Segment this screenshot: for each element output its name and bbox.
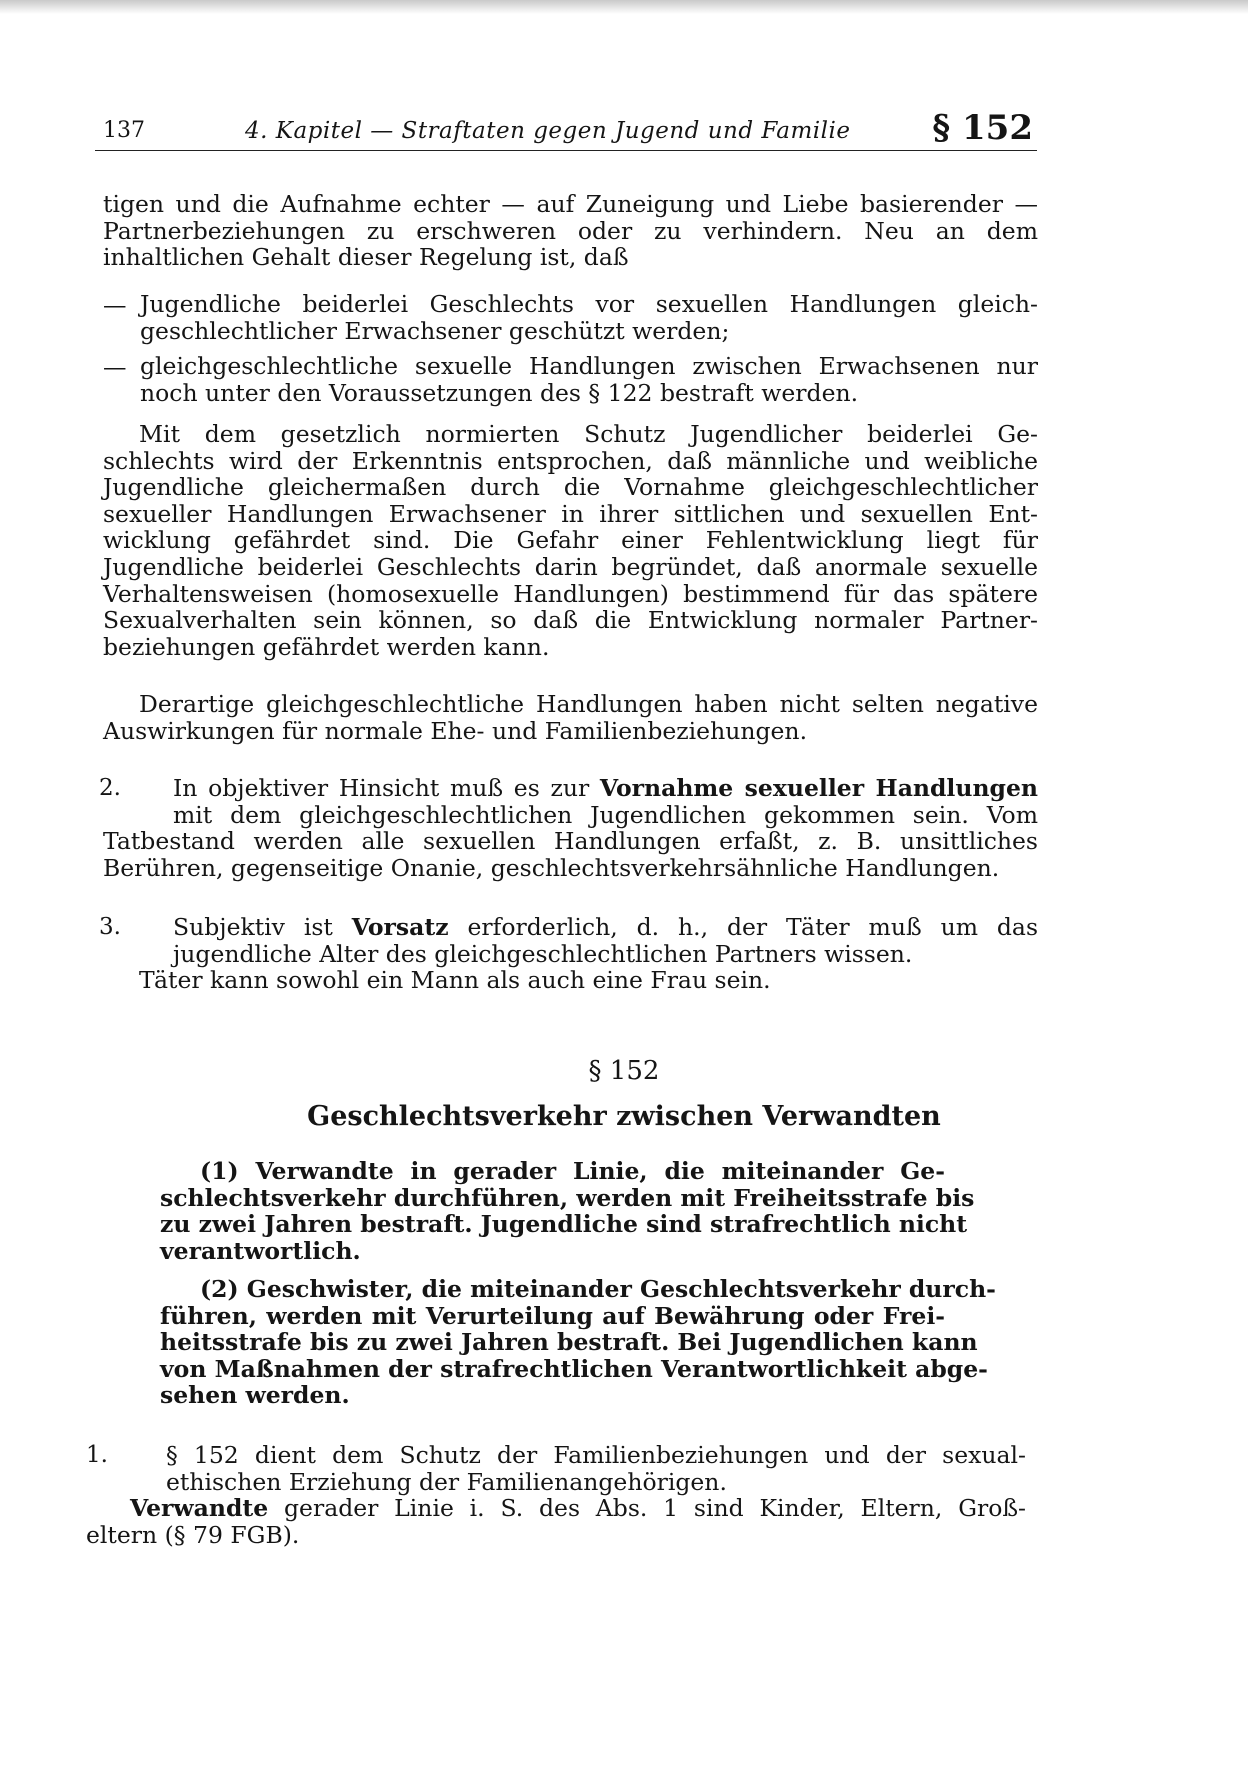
text-line: sehen werden. <box>160 1381 350 1410</box>
text-line: zu zwei Jahren bestraft. Jugendliche sind strafrechtlich nicht <box>160 1210 968 1239</box>
text-line: (2) Geschwister, die miteinander Geschlechtsverkehr durch- <box>200 1275 996 1303</box>
text-line: (1) Verwandte in gerader Linie, die miteinander Ge- <box>200 1157 945 1185</box>
item-subjective <box>103 914 1038 994</box>
emphasis-term: Vornahme sexueller Handlungen <box>599 774 1038 802</box>
text-line: von Maßnahmen der strafrechtlichen Verantwortlichkeit abge- <box>160 1354 988 1383</box>
text-line: schlechts wird der Erkenntnis entsprochen, daß männliche und weibliche <box>103 446 1038 475</box>
text-run: gerader Linie i. S. des Abs. 1 sind Kinder, Eltern, Groß- <box>268 1494 1026 1523</box>
text-line: wicklung gefährdet sind. Die Gefahr einer Fehlentwicklung liegt für <box>103 526 1038 555</box>
text-line: geschlechtlicher Erwachsener geschützt werden; <box>140 316 730 345</box>
bullet-dash: — <box>103 353 127 381</box>
page-number: 137 <box>103 118 145 143</box>
text-line: führen, werden mit Verurteilung auf Bewährung oder Frei- <box>160 1301 945 1330</box>
text-line <box>103 914 1038 941</box>
text-line: eltern (§ 79 FGB). <box>86 1520 300 1549</box>
paragraph-mark: § 152 <box>932 108 1033 148</box>
text-line: schlechtsverkehr durchführen, werden mit Freiheitsstrafe bis <box>160 1183 975 1212</box>
text-line <box>103 775 1038 802</box>
text-line: Partnerbeziehungen zu erschweren oder zu verhindern. Neu an dem <box>103 216 1038 245</box>
item-number: 1. <box>86 1442 108 1468</box>
text-run: Subjektiv ist <box>173 913 352 941</box>
chapter-title: 4. Kapitel — Straftaten gegen Jugend und Familie <box>245 118 851 144</box>
text-line: tigen und die Aufnahme echter — auf Zuneigung und Liebe basierender — <box>103 190 1038 218</box>
text-line: Tatbestand werden alle sexuellen Handlungen erfaßt, z. B. unsittliches <box>103 827 1038 856</box>
text-line: inhaltlichen Gehalt dieser Regelung ist, daß <box>103 243 629 272</box>
text-line: Jugendliche beiderlei Geschlechts vor sexuellen Handlungen gleich- <box>140 290 1038 318</box>
text-line: Berühren, gegenseitige Onanie, geschlechtsverkehrsähnliche Handlungen. <box>103 853 1000 882</box>
paragraph-effects <box>103 691 1038 744</box>
text-run: In objektiver Hinsicht muß es zur <box>173 774 600 802</box>
emphasis-term: Verwandte <box>130 1494 269 1523</box>
item-number: 2. <box>99 775 121 801</box>
text-line: Jugendliche gleichermaßen durch die Vornahme gleichgeschlechtlicher <box>103 473 1038 502</box>
text-line: verantwortlich. <box>160 1236 361 1265</box>
text-line: Jugendliche beiderlei Geschlechts darin begründet, daß anormale sexuelle <box>103 552 1038 581</box>
text-line: Täter kann sowohl ein Mann als auch eine Frau sein. <box>139 966 771 995</box>
text-line: sexueller Handlungen Erwachsener in ihrer sittlichen und sexuellen Ent- <box>103 499 1038 528</box>
bullet-item <box>140 291 1038 344</box>
text-line: § 152 dient dem Schutz der Familienbeziehungen und der sexual- <box>166 1441 1026 1469</box>
text-line: jugendliche Alter des gleichgeschlechtlichen Partners wissen. <box>173 939 913 968</box>
item-objective <box>103 775 1038 881</box>
text-run: erforderlich, d. h., der Täter muß um das <box>448 913 1039 941</box>
law-subsection-1 <box>160 1157 975 1265</box>
scan-top-edge <box>0 0 1248 14</box>
running-header <box>95 102 1037 151</box>
top-paragraph <box>103 191 1038 271</box>
paragraph-protection <box>103 421 1038 660</box>
text-line: Sexualverhalten sein können, so daß die Entwicklung normaler Partner- <box>103 606 1038 635</box>
commentary-1 <box>86 1442 1026 1548</box>
text-line: ethischen Erziehung der Familienangehörigen. <box>166 1467 727 1496</box>
text-line: heitsstrafe bis zu zwei Jahren bestraft. Bei Jugendlichen kann <box>160 1328 978 1357</box>
bullet-item <box>140 353 1038 406</box>
text-line: Auswirkungen für normale Ehe- und Familienbeziehungen. <box>103 716 808 745</box>
text-line: Verhaltensweisen (homosexuelle Handlungen) bestimmend für das spätere <box>103 579 1038 608</box>
text-line: beziehungen gefährdet werden kann. <box>103 632 550 661</box>
text-line: Mit dem gesetzlich normierten Schutz Jugendlicher beiderlei Ge- <box>139 420 1038 448</box>
item-number: 3. <box>99 914 121 940</box>
text-line: noch unter den Voraussetzungen des § 122 bestraft werden. <box>140 378 859 407</box>
law-subsection-2 <box>160 1275 996 1410</box>
text-line <box>86 1495 1026 1522</box>
section-title: Geschlechtsverkehr zwischen Verwandten <box>307 1101 941 1132</box>
text-line: mit dem gleichgeschlechtlichen Jugendlichen gekommen sein. Vom <box>173 800 1038 829</box>
emphasis-term: Vorsatz <box>351 913 449 941</box>
section-number: § 152 <box>588 1056 660 1086</box>
text-line: gleichgeschlechtliche sexuelle Handlungen zwischen Erwachsenen nur <box>140 352 1038 380</box>
bullet-dash: — <box>103 291 127 319</box>
text-line: Derartige gleichgeschlechtliche Handlungen haben nicht selten negative <box>139 690 1038 718</box>
